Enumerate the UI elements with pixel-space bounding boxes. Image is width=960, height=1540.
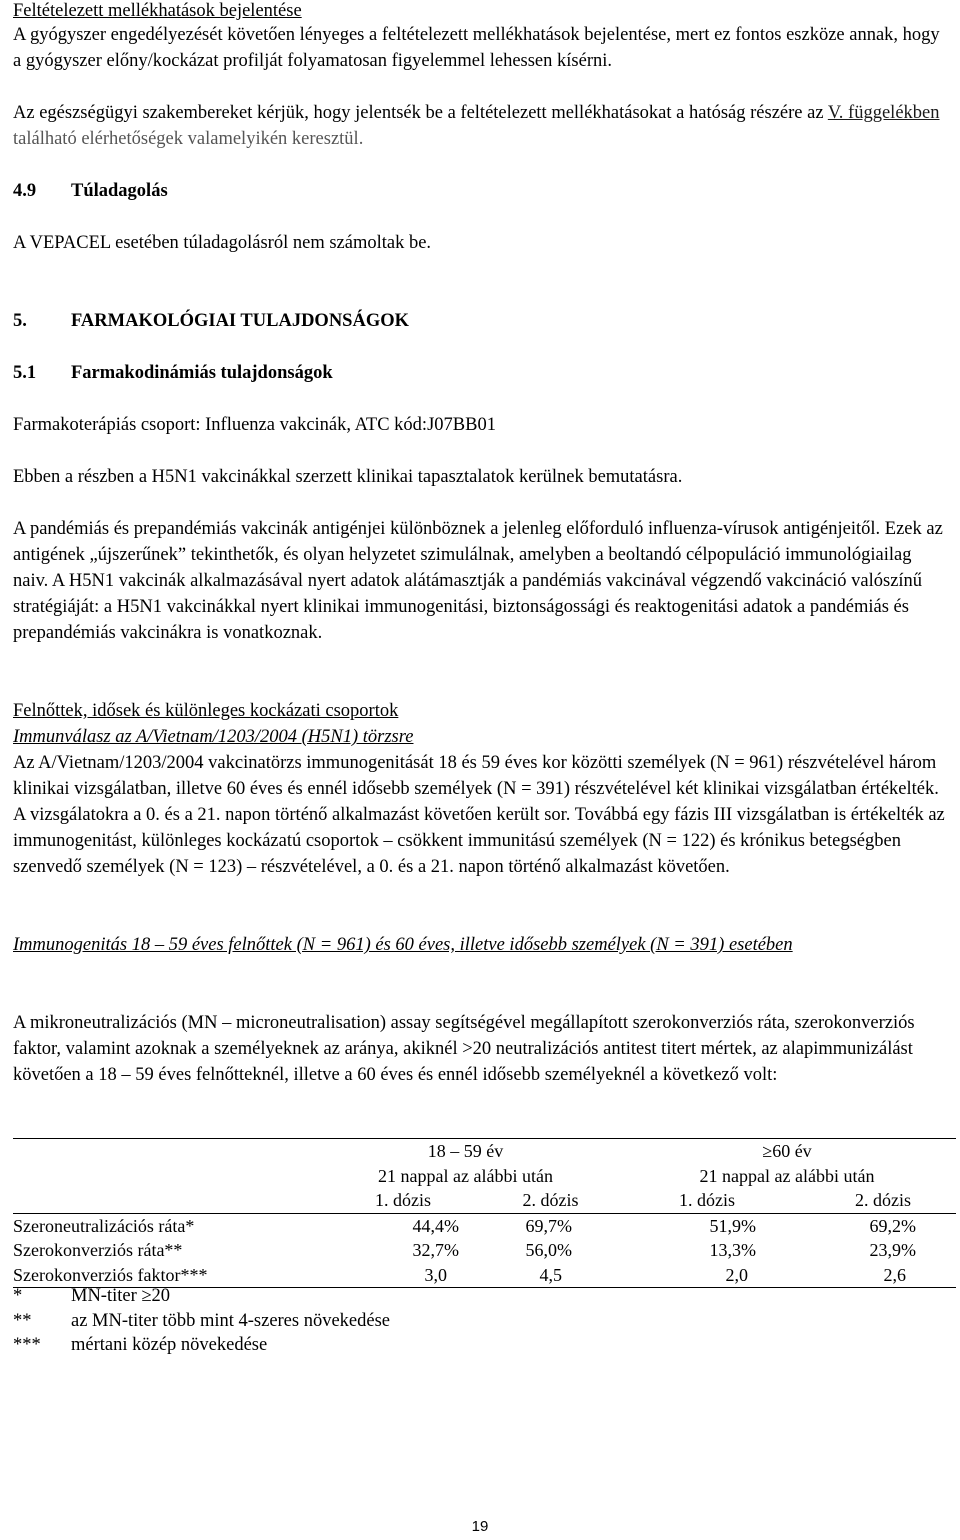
table-cell: 2,0 xyxy=(618,1263,786,1288)
footnote xyxy=(13,1284,390,1309)
table-cell: 4,5 xyxy=(473,1263,618,1288)
table-header-row xyxy=(13,1164,956,1189)
heading-title: Farmakodinámiás tulajdonságok xyxy=(71,363,333,383)
table-cell: 2,6 xyxy=(786,1263,956,1288)
header-group-60-plus: ≥60 év xyxy=(618,1139,956,1164)
heading-title: FARMAKOLÓGIAI TULAJDONSÁGOK xyxy=(71,311,409,331)
table-cell: 3,0 xyxy=(313,1263,473,1288)
footnote-text: mértani közép növekedése xyxy=(71,1335,268,1355)
pandemic-vaccines-paragraph: A pandémiás és prepandémiás vakcinák antigénjei különböznek a jelenleg előforduló influenza-vírusok antigénjeitől. Ezek az antigének „újszerűnek” tekinthetők, és olyan helyzetet szimulálnak, amelyben a beoltandó célpopuláció immunológiailag naiv. A H5N1 vakcinák alkalmazásával nyert adatok alátámasztják a pandémiás vakcinával végzendő vakcináció valószínű stratégiáját: a H5N1 vakcinákkal nyert klinikai immunogenitási, biztonságossági és reaktogenitási adatok a pandémiás és prepandémiás vakcinákra is vonatkoznak. xyxy=(13,519,943,643)
header-dose: 1. dózis xyxy=(618,1188,786,1213)
table-cell: 44,4% xyxy=(412,1215,459,1236)
footnote-text: MN-titer ≥20 xyxy=(71,1286,171,1306)
table-row xyxy=(13,1213,956,1238)
table-cell: 51,9% xyxy=(709,1215,756,1236)
table-header-row xyxy=(13,1188,956,1213)
table-row xyxy=(13,1238,956,1263)
header-dose: 2. dózis xyxy=(473,1188,618,1213)
subheading-immunogenicity-groups: Immunogenitás 18 – 59 éves felnőttek (N = 961) és 60 éves, illetve idősebb személyek (N = 391) esetében xyxy=(13,935,793,955)
table-cell: 69,2% xyxy=(869,1215,916,1236)
table-cell: 13,3% xyxy=(709,1240,756,1260)
heading-5 xyxy=(13,308,409,334)
header-subgroup: 21 nappal az alábbi után xyxy=(699,1165,875,1186)
table-footnotes xyxy=(13,1284,390,1358)
header-subgroup: 21 nappal az alábbi után xyxy=(378,1165,553,1186)
table-cell: 23,9% xyxy=(869,1240,916,1260)
header-dose: 1. dózis xyxy=(313,1188,473,1213)
subheading-populations: Felnőttek, idősek és különleges kockázati csoportok xyxy=(13,701,399,721)
heading-title: Túladagolás xyxy=(71,181,168,201)
heading-5-1 xyxy=(13,360,333,386)
table-cell: 69,7% xyxy=(525,1215,572,1236)
adverse-reporting-paragraph: A gyógyszer engedélyezését követően lényeges a feltételezett mellékhatások bejelentése, mert ez fontos eszköze annak, hogy a gyógyszer előny/kockázat profilját folyamatosan figyelemmel lehessen kísérni. xyxy=(13,25,940,71)
header-dose: 2. dózis xyxy=(786,1188,956,1213)
footnote-mark: ** xyxy=(13,1310,32,1331)
footnote-text: az MN-titer több mint 4-szeres növekedése xyxy=(71,1310,391,1331)
footnote-mark: * xyxy=(13,1286,23,1306)
row-label: Szerokonverziós ráta** xyxy=(13,1240,183,1260)
section-title-adverse-reporting: Feltételezett mellékhatások bejelentése xyxy=(13,1,302,21)
table-cell: 32,7% xyxy=(412,1240,459,1260)
immunogenicity-studies-paragraph: Az A/Vietnam/1203/2004 vakcinatörzs immunogenitását 18 és 59 éves kor közötti személyek (N = 961) részvételével három klinikai vizsgálatban, illetve 60 éves és ennél idősebb személyek (N = 391) részvételével két klinikai vizsgálatban értékelték. A vizsgálatokra a 0. és a 21. napon történő alkalmazást követően került sor. Továbbá egy fázis III vizsgálatban is értékelték az immunogenitást, különleges kockázatú csoportok – csökkent immunitású személyek (N = 122) és krónikus betegségben szenvedő személyek (N = 123) – részvételével, a 0. és a 21. napon történő alkalmazást követően. xyxy=(13,753,945,877)
table-header-row xyxy=(13,1139,956,1164)
heading-number: 5.1 xyxy=(13,363,37,383)
footnote xyxy=(13,1309,390,1334)
header-group-18-59: 18 – 59 év xyxy=(313,1139,618,1164)
row-label: Szeroneutralizációs ráta* xyxy=(13,1215,195,1236)
adverse-reporting-paragraph-2 xyxy=(13,100,948,152)
overdose-text: A VEPACEL esetében túladagolásról nem számoltak be. xyxy=(13,233,432,253)
immunogenicity-table xyxy=(13,1138,956,1288)
pharmacotherapeutic-group: Farmakoterápiás csoport: Influenza vakcinák, ATC kód:J07BB01 xyxy=(13,415,496,435)
subheading-immune-response: Immunválasz az A/Vietnam/1203/2004 (H5N1) törzsre xyxy=(13,727,414,747)
microneutralisation-paragraph: A mikroneutralizációs (MN – microneutralisation) assay segítségével megállapított szerokonverziós ráta, szerokonverziós faktor, valamint azoknak a személyeknek az aránya, akiknél >20 neutralizációs antitest titert mértek, az alapimmunizálást követően a 18 – 59 éves felnőtteknél, illetve a 60 éves és ennél idősebb személyeknél a következő volt: xyxy=(13,1013,915,1085)
para-text: Az egészségügyi szakembereket kérjük, hogy jelentsék be a feltételezett mellékhatásokat a hatóság részére az xyxy=(13,103,828,123)
heading-number: 4.9 xyxy=(13,181,37,201)
page-number: 19 xyxy=(471,1518,489,1535)
appendix-link[interactable]: V. függelékben xyxy=(827,103,940,123)
heading-4-9 xyxy=(13,178,168,204)
heading-number: 5. xyxy=(13,311,27,331)
para-text-end: található elérhetőségek valamelyikén keresztül. xyxy=(13,129,364,149)
row-label: Szerokonverziós faktor*** xyxy=(13,1263,313,1288)
footnote xyxy=(13,1333,390,1358)
clinical-experience-text: Ebben a részben a H5N1 vakcinákkal szerzett klinikai tapasztalatok kerülnek bemutatásra. xyxy=(13,467,683,487)
table-cell: 56,0% xyxy=(525,1240,572,1260)
footnote-mark: *** xyxy=(13,1335,41,1355)
